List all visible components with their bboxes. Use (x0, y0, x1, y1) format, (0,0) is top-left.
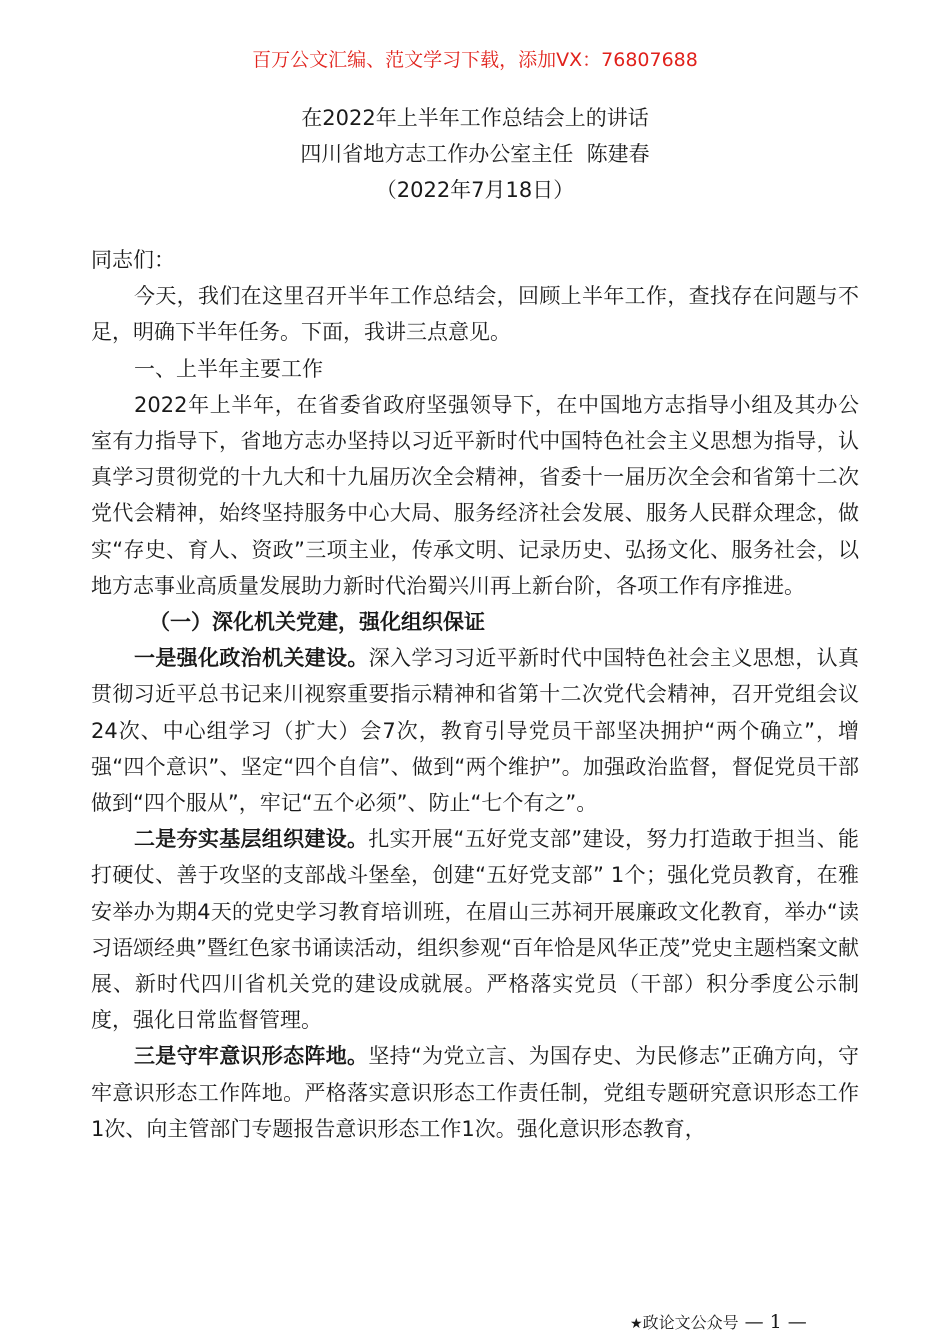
item-paragraph (91, 821, 859, 1038)
item-text: 深入学习习近平新时代中国特色社会主义思想，认真贯彻习近平总书记来川视察重要指示精神和省第十二次党代会精神，召开党组会议24次、中心组学习（扩大）会7次，教育引导党员干部坚决拥护“两个确立”，增强“四个意识”、坚定“四个自信”、做到“两个维护”。加强政治监督，督促党员干部做到“四个服从”，牢记“五个必须”、防止“七个有之”。 (91, 646, 860, 816)
item-lead: 一是强化政治机关建设。 (134, 646, 369, 671)
page-footer (630, 1310, 870, 1336)
body-text (91, 242, 859, 1147)
item-paragraph (91, 640, 859, 821)
salutation: 同志们： (91, 248, 175, 272)
footer-label: 政论文公众号 (642, 1313, 739, 1332)
subsection-heading: （一）深化机关党建，强化组织保证 (149, 610, 485, 635)
section-paragraph: 2022年上半年，在省委省政府坚强领导下，在中国地方志指导小组及其办公室有力指导下，省地方志办坚持以习近平新时代中国特色社会主义思想为指导，认真学习贯彻党的十九大和十九届历次全会精神，省委十一届历次全会和省第十二次党代会精神，始终坚持服务中心大局、服务经济社会发展、服务人民群众理念，做实“存史、育人、资政”三项主业，传承文明、记录历史、弘扬文化、服务社会，以地方志事业高质量发展助力新时代治蜀兴川再上新台阶，各项工作有序推进。 (91, 392, 859, 598)
item-lead: 三是守牢意识形态阵地。 (134, 1044, 369, 1069)
item-text: 扎实开展“五好党支部”建设，努力打造敢于担当、能打硬仗、善于攻坚的支部战斗堡垒，创建“五好党支部” 1个；强化党员教育，在雅安举办为期4天的党史学习教育培训班，在眉山三苏祠开展廉政文化教育，举办“读习语颂经典”暨红色家书诵读活动，组织参观“百年恰是风华正茂”党史主题档案文献展、新时代四川省机关党的建设成就展。严格落实党员（干部）积分季度公示制度，强化日常监督管理。 (91, 827, 859, 1033)
speech-title: 在2022年上半年工作总结会上的讲话 (301, 106, 649, 130)
intro-paragraph: 今天，我们在这里召开半年工作总结会，回顾上半年工作，查找存在问题与不足，明确下半年任务。下面，我讲三点意见。 (91, 284, 859, 345)
title-block (0, 100, 950, 208)
promo-banner: 百万公文汇编、范文学习下载，添加VX：76807688 (252, 49, 698, 71)
item-lead: 二是夯实基层组织建设。 (134, 827, 369, 852)
speech-date: （2022年7月18日） (375, 178, 575, 202)
speaker-line: 四川省地方志工作办公室主任 陈建春 (300, 142, 650, 166)
item-paragraph (91, 1038, 859, 1147)
section-heading: 一、上半年主要工作 (134, 356, 323, 381)
item-text: 坚持“为党立言、为国存史、为民修志”正确方向，守牢意识形态工作阵地。严格落实意识形态工作责任制，党组专题研究意识形态工作1次、向主管部门专题报告意识形态工作1次。强化意识形态教育， (91, 1044, 859, 1141)
star-icon: ★ (630, 1316, 643, 1332)
page-number: — 1 — (744, 1311, 807, 1333)
